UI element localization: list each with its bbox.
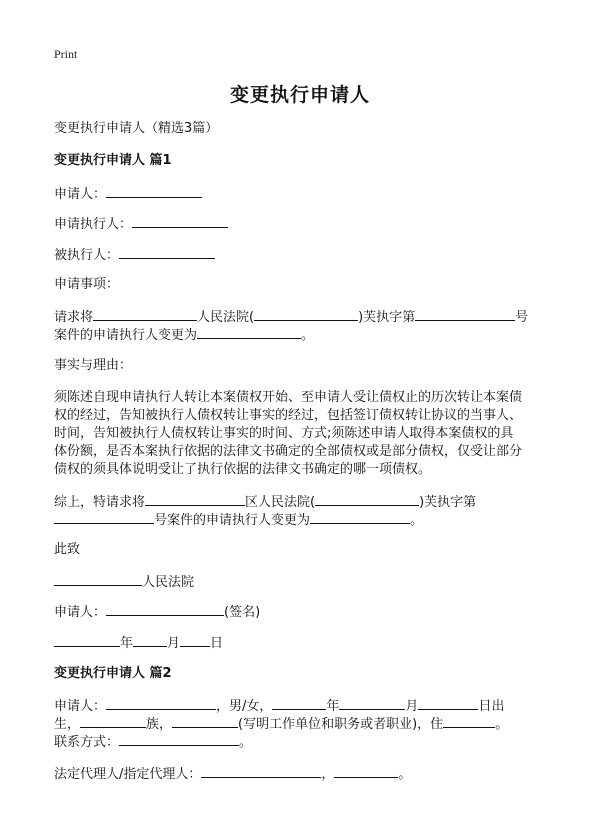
- year-blank: [272, 696, 326, 710]
- summary-text: 综上，特请求将: [54, 495, 146, 510]
- s2-text: 。: [495, 717, 509, 732]
- s2-text: 族，: [146, 717, 173, 732]
- request-line-2: [54, 325, 314, 345]
- request-text: 请求将: [54, 310, 94, 325]
- s2-text: ，男/女，: [216, 699, 273, 714]
- summary-line-2: [54, 510, 423, 530]
- facts-line: 须陈述自现申请执行人转让本案债权开始、至申请人受让债权止的历次转让本案债: [54, 390, 523, 405]
- signature-line: [54, 602, 260, 622]
- applicant-label: 申请人：: [54, 187, 107, 202]
- s2-text: 日出: [478, 699, 505, 714]
- month-blank: [339, 696, 405, 710]
- facts-line: 体份额，是否本案执行依据的法律文书确定的全部债权或是部分债权，仅受让部分: [54, 444, 523, 459]
- page-title: 变更执行申请人: [229, 84, 370, 106]
- court-line: [54, 572, 194, 592]
- ethnicity-blank: [80, 714, 146, 728]
- applicant-executor-label: 申请执行人：: [54, 217, 133, 232]
- request-text: )芙执字第: [358, 310, 416, 325]
- agent-name-blank: [201, 764, 321, 778]
- respondent-label: 被执行人：: [54, 248, 120, 263]
- facts-line: 债权的须具体说明受让了执行依据的法律文书确定的哪一项债权。: [54, 462, 432, 477]
- address-blank: [443, 714, 495, 728]
- date-year-label: 年: [120, 636, 134, 651]
- applicant-executor-line: [54, 214, 228, 234]
- date-line: [54, 633, 223, 653]
- facts-line: 权的经过，告知被执行人债权转让事实的经过，包括签订债权转让协议的当事人、: [54, 408, 523, 423]
- summary-text: 号案件的申请执行人变更为: [154, 513, 311, 528]
- applicant-line: [54, 184, 202, 204]
- signature-blank: [106, 602, 224, 616]
- s2-birth-line: [54, 714, 508, 734]
- respectfully-line: 此致: [54, 542, 81, 557]
- day-blank: [180, 633, 210, 647]
- summary-text: 区人民法院(: [245, 495, 316, 510]
- document-subtitle: 变更执行申请人（精选3篇）: [54, 121, 219, 136]
- s2-text: 法定代理人/指定代理人：: [54, 767, 202, 782]
- year-blank: [254, 307, 358, 321]
- month-blank: [133, 633, 167, 647]
- s2-text: ，: [321, 767, 335, 782]
- section-1-heading: 变更执行申请人 篇1: [54, 153, 172, 168]
- section-2-heading: 变更执行申请人 篇2: [54, 666, 172, 681]
- s2-text: 。: [239, 735, 253, 750]
- request-text: 号: [515, 310, 529, 325]
- day-blank: [418, 696, 478, 710]
- date-month-label: 月: [167, 636, 181, 651]
- request-text: 人民法院(: [197, 310, 255, 325]
- s2-agent-line: [54, 764, 411, 784]
- s2-text: 年: [326, 699, 340, 714]
- district-blank: [145, 492, 245, 506]
- respondent-blank: [119, 245, 215, 259]
- occupation-blank: [172, 714, 238, 728]
- summary-text: 。: [410, 513, 424, 528]
- s2-text: 月: [405, 699, 419, 714]
- request-text: 案件的申请执行人变更为: [54, 328, 198, 343]
- date-day-label: 日: [210, 636, 224, 651]
- new-applicant-blank: [310, 510, 410, 524]
- case-number-blank: [54, 510, 154, 524]
- applicant-blank: [106, 184, 202, 198]
- contact-blank: [119, 732, 239, 746]
- signature-label: 申请人：: [54, 605, 107, 620]
- s2-text: 。: [398, 767, 412, 782]
- s2-applicant-line: [54, 696, 504, 716]
- facts-line: 时间，告知被执行人债权转让事实的时间、方式;须陈述申请人取得本案债权的具: [54, 426, 514, 441]
- summary-line-1: [54, 492, 476, 512]
- court-blank: [93, 307, 197, 321]
- name-blank: [106, 696, 216, 710]
- s2-text: (写明工作单位和职务或者职业)，住: [238, 717, 444, 732]
- year-blank: [54, 633, 120, 647]
- signature-suffix: (签名): [224, 605, 261, 620]
- court-suffix: 人民法院: [142, 575, 195, 590]
- agent-detail-blank: [334, 764, 398, 778]
- facts-heading: 事实与理由：: [54, 358, 133, 373]
- summary-text: )芙执字第: [419, 495, 477, 510]
- s2-contact-line: [54, 732, 252, 752]
- request-text: 。: [301, 328, 315, 343]
- court-name-blank: [54, 572, 142, 586]
- request-line-1: [54, 307, 528, 327]
- s2-text: 生，: [54, 717, 81, 732]
- s2-text: 联系方式：: [54, 735, 120, 750]
- case-number-blank: [415, 307, 515, 321]
- new-applicant-blank: [197, 325, 301, 339]
- respondent-line: [54, 245, 215, 265]
- print-label[interactable]: Print: [54, 47, 78, 61]
- matters-heading: 申请事项：: [54, 277, 120, 292]
- applicant-executor-blank: [132, 214, 228, 228]
- year-blank: [315, 492, 419, 506]
- s2-text: 申请人：: [54, 699, 107, 714]
